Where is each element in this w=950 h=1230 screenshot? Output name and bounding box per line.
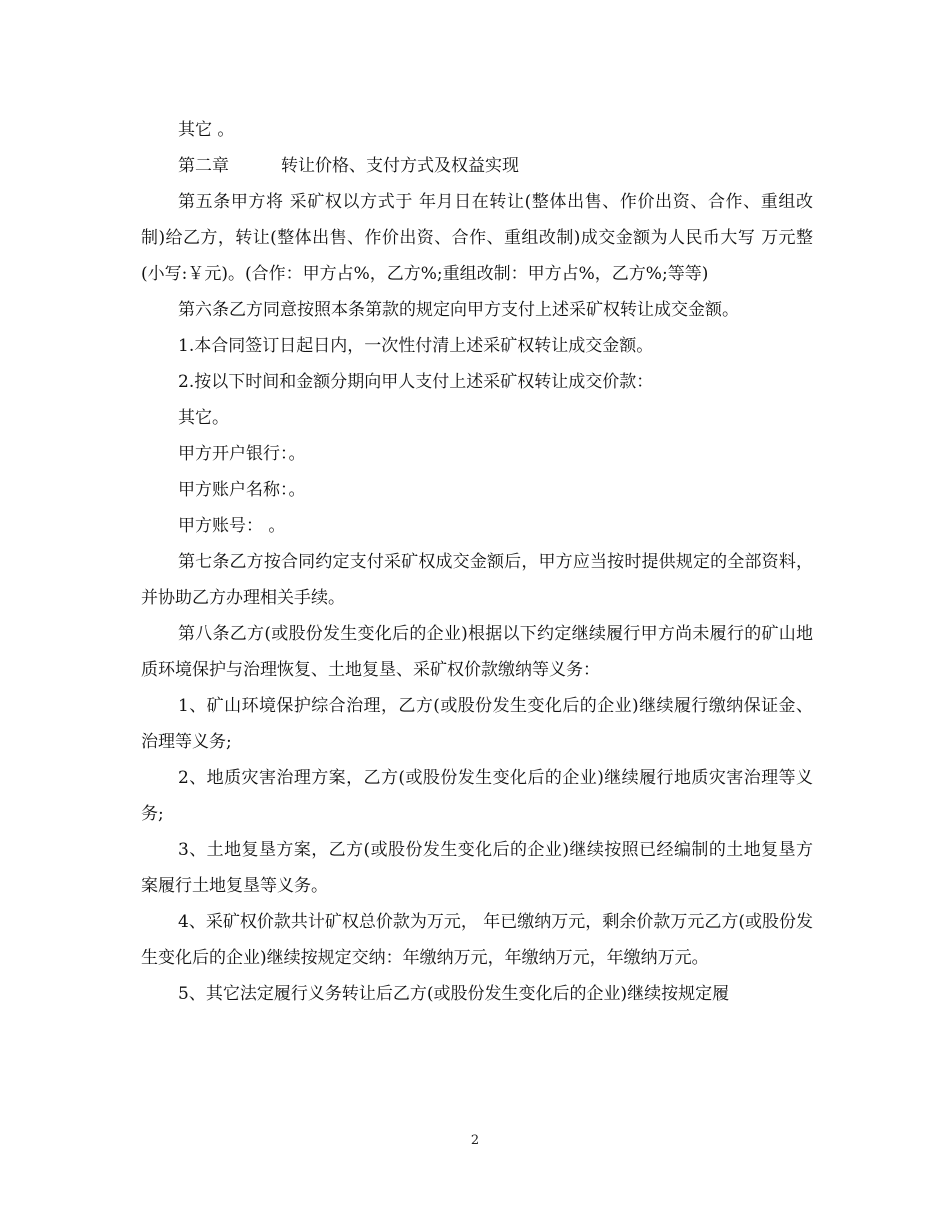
article-5: 第五条甲方将 采矿权以方式于 年月日在转让(整体出售、作价出资、合作、重组改制)给乙方，转让(整体出售、作价出资、合作、重组改制)成交金额为人民币大写 万元整(小写:￥元)。(合作：甲方占%，乙方%;重组改制：甲方占%，乙方%;等等) (141, 192, 813, 284)
article-8-item-2: 2、地质灾害治理方案，乙方(或股份发生变化后的企业)继续履行地质灾害治理等义务; (141, 768, 813, 824)
chapter-heading (141, 148, 813, 184)
article-6-item-1: 1.本合同签订日起日内，一次性付清上述采矿权转让成交金额。 (178, 336, 654, 356)
article-8-item-5: 5、其它法定履行义务转让后乙方(或股份发生变化后的企业)继续按规定履 (178, 984, 730, 1004)
page-number: 2 (470, 1133, 480, 1148)
article-8-item-1: 1、矿山环境保护综合治理，乙方(或股份发生变化后的企业)继续履行缴纳保证金、治理等义务; (141, 696, 813, 752)
article-8-item-4: 4、采矿权价款共计矿权总价款为万元， 年已缴纳万元，剩余价款万元乙方(或股份发生变化后的企业)继续按规定交纳：年缴纳万元，年缴纳万元，年缴纳万元。 (141, 912, 813, 968)
article-6-other: 其它。 (178, 408, 229, 428)
article-8: 第八条乙方(或股份发生变化后的企业)根据以下约定继续履行甲方尚未履行的矿山地质环境保护与治理恢复、土地复垦、采矿权价款缴纳等义务： (141, 624, 813, 680)
document-body (141, 112, 813, 1012)
chapter-title: 转让价格、支付方式及权益实现 (281, 156, 519, 176)
article-6: 第六条乙方同意按照本条第款的规定向甲方支付上述采矿权转让成交金额。 (178, 300, 739, 320)
article-8-item-3: 3、土地复垦方案，乙方(或股份发生变化后的企业)继续按照已经编制的土地复垦方案履行土地复垦等义务。 (141, 840, 813, 896)
paragraph-other: 其它 。 (178, 120, 235, 140)
article-7: 第七条乙方按合同约定支付采矿权成交金额后，甲方应当按时提供规定的全部资料，并协助乙方办理相关手续。 (141, 552, 813, 608)
chapter-label: 第二章 (178, 156, 229, 176)
article-6-item-2: 2.按以下时间和金额分期向甲人支付上述采矿权转让成交价款： (178, 372, 654, 392)
bank-name-line: 甲方开户银行：。 (178, 444, 306, 464)
account-number-line: 甲方账号： 。 (178, 516, 286, 536)
account-name-line: 甲方账户名称：。 (178, 480, 306, 500)
